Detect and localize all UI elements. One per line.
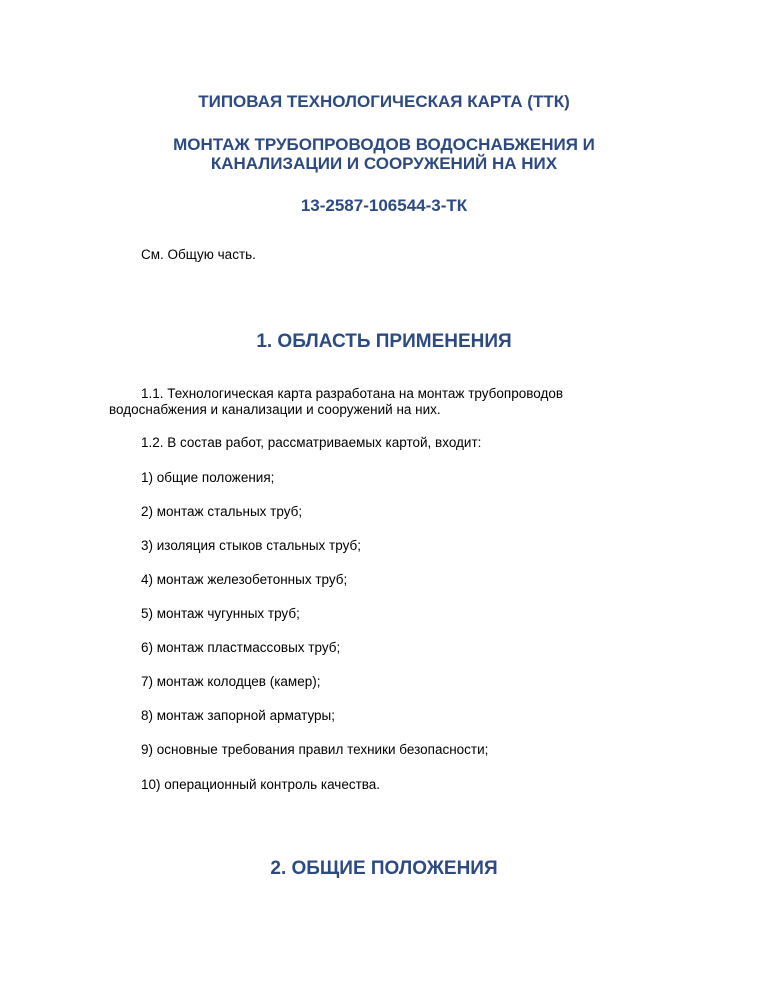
- document-code: 13-2587-106544-3-ТК: [300, 196, 468, 215]
- list-item: 2) монтаж стальных труб;: [141, 504, 303, 519]
- document-subtitle-line-1: МОНТАЖ ТРУБОПРОВОДОВ ВОДОСНАБЖЕНИЯ И: [173, 135, 595, 154]
- document-title: ТИПОВАЯ ТЕХНОЛОГИЧЕСКАЯ КАРТА (ТТК): [198, 92, 570, 111]
- list-item: 7) монтаж колодцев (камер);: [141, 674, 321, 689]
- list-item: 5) монтаж чугунных труб;: [141, 606, 300, 621]
- list-item: 9) основные требования правил техники безопасности;: [141, 742, 489, 757]
- section-1-paragraph-2: 1.2. В состав работ, рассматриваемых картой, входит:: [141, 435, 482, 450]
- list-item: 8) монтаж запорной арматуры;: [141, 708, 336, 723]
- list-item: 6) монтаж пластмассовых труб;: [141, 640, 341, 655]
- document-subtitle-line-2: КАНАЛИЗАЦИИ И СООРУЖЕНИЙ НА НИХ: [210, 154, 558, 173]
- list-item: 4) монтаж железобетонных труб;: [141, 572, 348, 587]
- section-1-paragraph-1-line-2: водоснабжения и канализации и сооружений на них.: [109, 402, 441, 417]
- section-2-heading: 2. ОБЩИЕ ПОЛОЖЕНИЯ: [270, 858, 498, 879]
- list-item: 1) общие положения;: [141, 470, 275, 485]
- list-item: 3) изоляция стыков стальных труб;: [141, 538, 361, 553]
- section-1-paragraph-1-line-1: 1.1. Технологическая карта разработана на монтаж трубопроводов: [141, 386, 564, 401]
- list-item: 10) операционный контроль качества.: [141, 777, 381, 792]
- see-general-note: См. Общую часть.: [141, 247, 256, 262]
- section-1-heading: 1. ОБЛАСТЬ ПРИМЕНЕНИЯ: [256, 331, 512, 352]
